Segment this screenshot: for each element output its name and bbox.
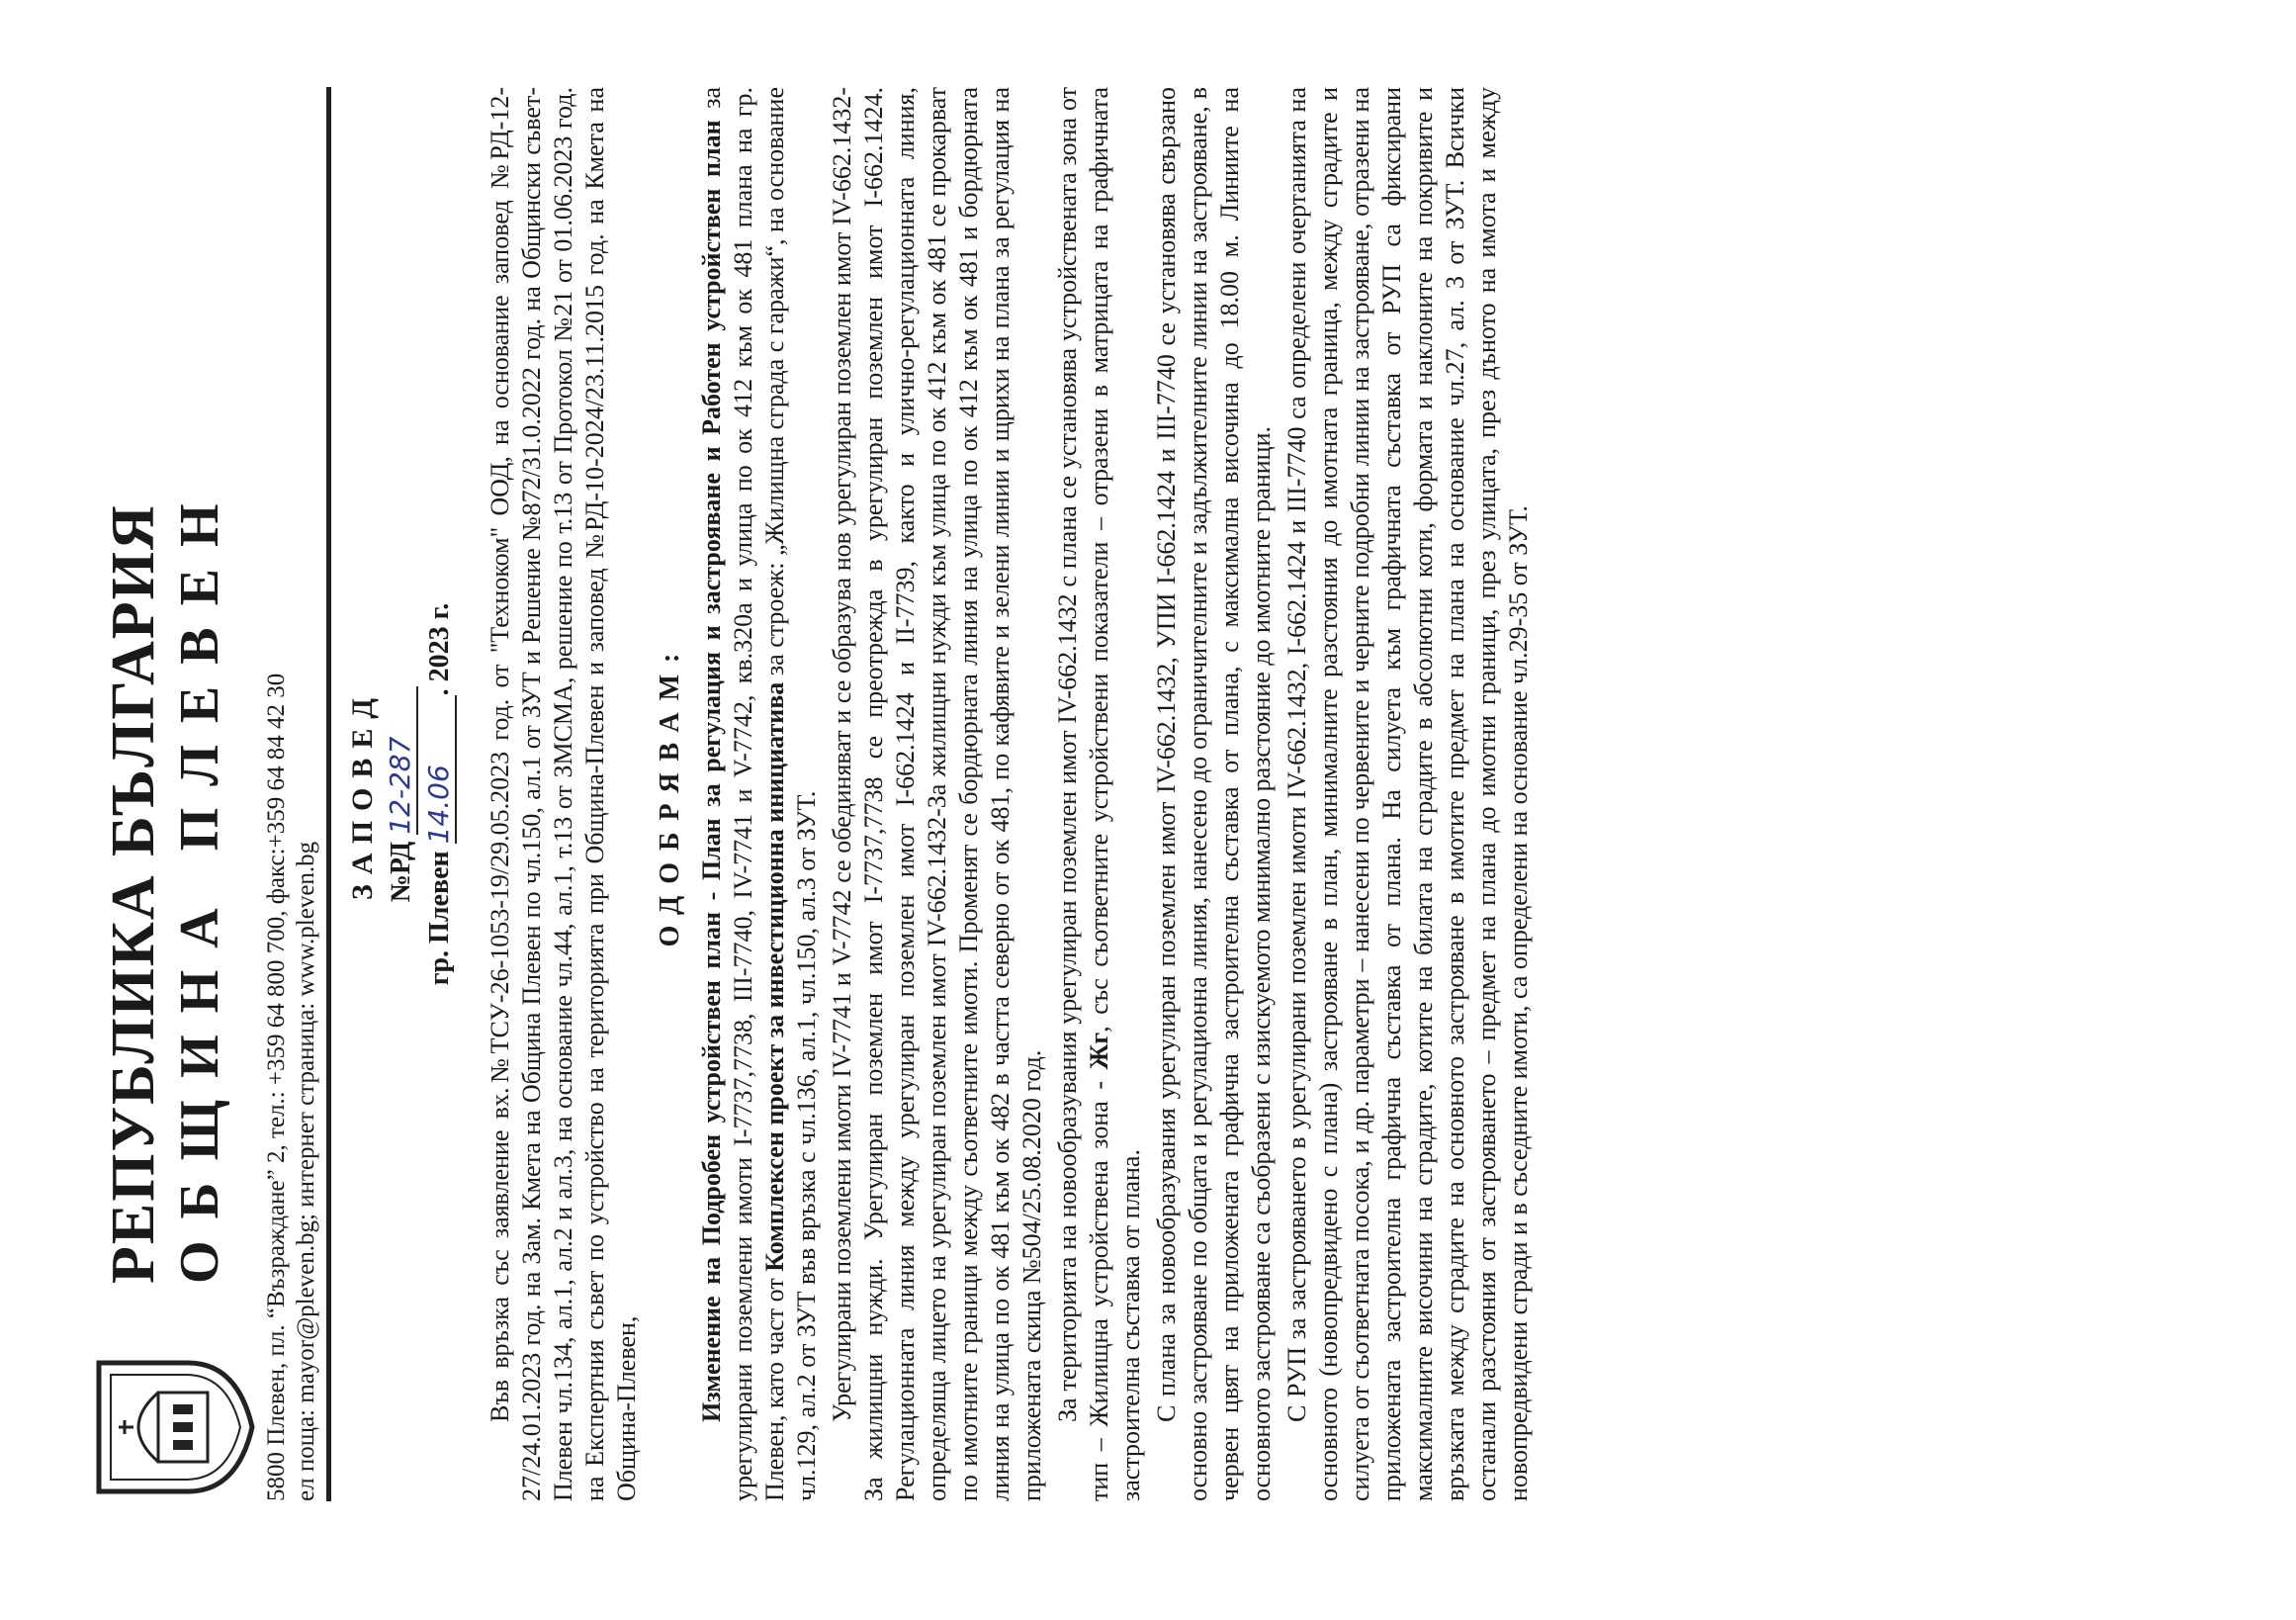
order-date-line xyxy=(422,87,457,1501)
approval-text-end: за строеж: „Жилищна сграда с гаражи“, на основание чл.129, ал.2 от ЗУТ във връзка с чл.136, ал.1, чл.150, ал.3 от ЗУТ. xyxy=(760,87,821,1501)
zone-text-end: , със съответните устройствени показатели – отразени в матрицата на графичната застроителна съставка от плана. xyxy=(1085,87,1145,1501)
order-number-prefix: №РД xyxy=(386,841,416,903)
contact-info xyxy=(262,87,321,1501)
zone-text: За територията на новообразувания урегулиран поземлен имот IV-662.1432 с плана се установява устройствената зона от тип – Жилищна устройствена зона - xyxy=(1053,87,1113,1501)
paragraph-approval xyxy=(696,87,823,1501)
contact-email: ел поща: mayor@pleven.bg; интернет страница: www.pleven.bg xyxy=(293,841,319,1501)
paragraph-regulation: Урегулирани поземлени имоти IV-7741 и V-7742 се обединяват и се образува нов урегулиран поземлен имот IV-662.1432-За жилищни нужди. Урегулиран поземлен имот I-7737,7738 се преотрежда в урегулиран поземлен имот I-662.1424. Регулационната линия между урегулиран поземлен имот I-662.1424 и II-7739, както и улично-регулационната линия, определяща лицето на урегулиран поземлен имот IV-662.1432-За жилищни нужди към улица по ок 412 към ок 481 се прокарват по имотните граници между съответните имоти. Променят се бордюрната линия на улица по ок 412 към ок 481 и бордюрната линия на улица по ок 481 към ок 482 в частта северно от ок 481, по кафявите и зелени линии и щрихи на плана за регулация на приложената скица №504/25.08.2020 год. xyxy=(828,87,1046,1501)
zone-code: Жг xyxy=(1085,1032,1113,1070)
order-number-line xyxy=(384,87,418,1501)
municipality-title: ОБЩИНА ПЛЕВЕН xyxy=(169,482,230,1284)
order-date-handwritten: 14.06 xyxy=(422,695,457,844)
header-divider xyxy=(326,87,331,1501)
paragraph-zone xyxy=(1052,87,1147,1501)
paragraph-preamble: Във връзка със заявление вх.№ТСУ-26-1053-19/29.05.2023 год. от "Техноком" ООД, на основание заповед №РД-12-27/24.01.2023 год. на Зам. Кмета на Община Плевен по чл.150, ал.1 от ЗУТ и Решение №872/31.0.2022 год. на Общински съвет-Плевен чл.134, ал.1, ал.2 и ал.3, на основание чл.44, ал.1, т.13 от ЗМСМА, решение по т.13 от Протокол №21 от 01.06.2023 год. на Експертния съвет по устройство на територията при Община-Плевен и заповед №РД-10-2024/23.11.2015 год. на Кмета на Община-Плевен, xyxy=(486,87,641,1501)
paragraph-rup: С РУП за застрояването в урегулирани поземлен имоти IV-662.1432, I-662.1424 и III-7740 са определени очертанията на основното (новопредвидено с плана) застрояване в план, минималните разстояния до имотната граница, между сградите и силуета от съответната посока, и др. параметри – нанесени по червените и черните подробни линии на застрояване, отразени на приложената застроителна графична съставка от плана. На силуета към графичната съставка от РУП са фиксирани максималните височини на сградите, котите на билата на сградите в абсолютни коти, формата и наклоните на покривите и връзката между сградите на основното застрояване в имотите предмет на плана на основание чл.27, ал. 3 от ЗУТ. Всички останали разстояния от застрояването – предмет на плана до имотни граници, през улицата, през дъното на имота и между новопредвидени сгради и в съседните имоти, са определени на основание чл.29-35 от ЗУТ. xyxy=(1282,87,1533,1501)
approval-bold-mid: Комплексен проект за инвестиционна инициатива xyxy=(760,681,789,1272)
order-year: . 2023 г. xyxy=(424,602,455,696)
order-city: гр. Плевен xyxy=(424,851,455,986)
letterhead xyxy=(89,87,277,1501)
approval-bold-lead: Изменение на Подробен устройствен план - План за регулация и застрояване и Работен устройствен план xyxy=(697,120,726,1422)
order-number-handwritten: 12-287 xyxy=(384,686,418,835)
coat-of-arms-icon xyxy=(89,1353,257,1501)
paragraph-building: С плана за новообразувания урегулиран поземлен имот IV-662.1432, УПИ I-662.1424 и III-7740 се установява свързано основно застрояване по общата и регулационна линия, нанесено до ограничителните и задължителните линии на застрояване, в червен цвят на приложената графична застроителна съставка от плана, с максимална височина до 18.00 м. Линиите на основното застрояване са съобразени с изискуемото минимално разстояние до имотните граници. xyxy=(1152,87,1276,1501)
order-header xyxy=(346,87,457,1501)
order-body xyxy=(485,87,1539,1501)
approve-heading: ОДОБРЯВАМ: xyxy=(655,641,685,947)
contact-address: 5800 Плевен, пл. “Възраждане” 2, тел.: +359 64 800 700, факс:+359 64 84 42 30 xyxy=(263,673,290,1501)
order-title: ЗАПОВЕД xyxy=(346,687,379,901)
republic-title: РЕПУБЛИКА БЪЛГАРИЯ xyxy=(100,503,167,1284)
approval-text: за урегулирани поземлени имоти I-7737,7738, III-7740, IV-7741 и V-7742, кв.320а и улица по ок 412 към ок 481 плана на гр. Плевен, като част от xyxy=(697,86,789,1501)
